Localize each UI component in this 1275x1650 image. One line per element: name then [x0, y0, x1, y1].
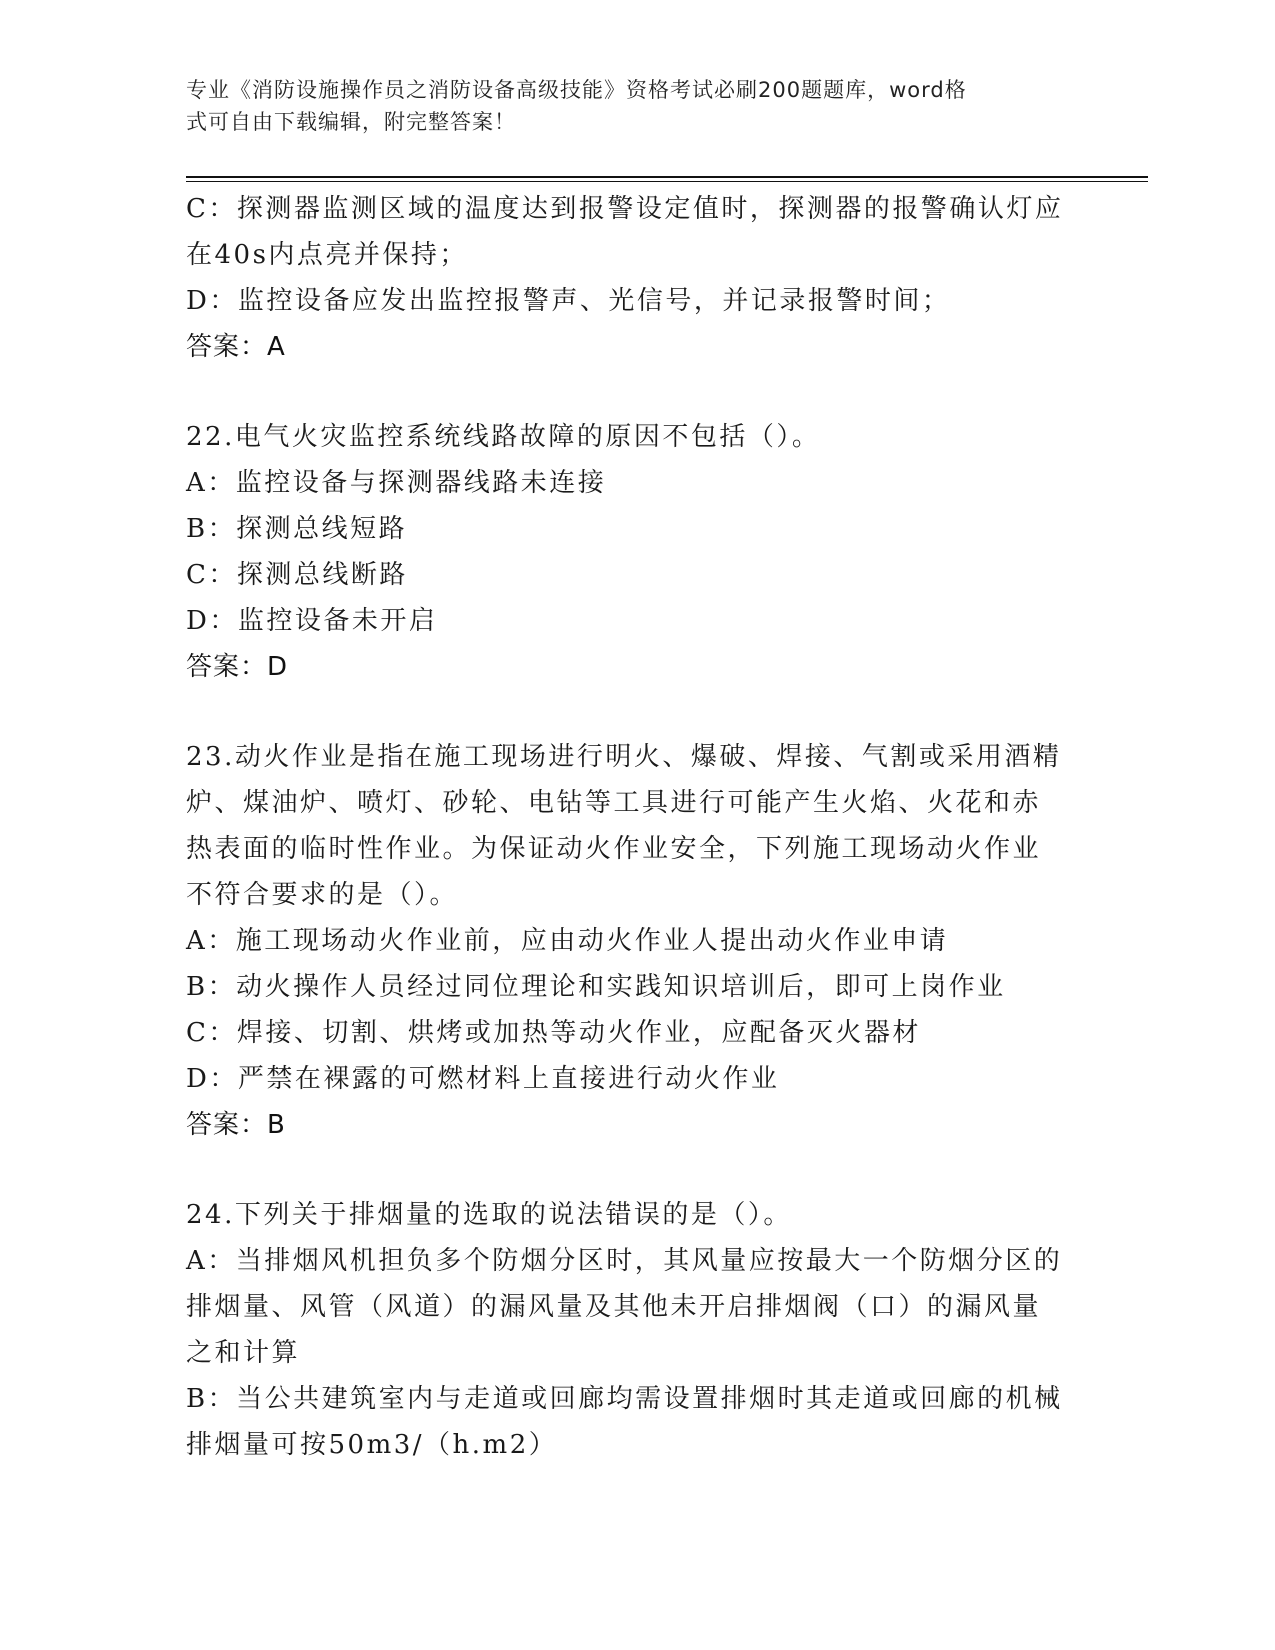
question-stem: 24.下列关于排烟量的选取的说法错误的是（）。	[186, 1200, 792, 1230]
option-a-line-1: A：当排烟风机担负多个防烟分区时，其风量应按最大一个防烟分区的	[186, 1246, 1063, 1276]
option-b: B：动火操作人员经过同位理论和实践知识培训后，即可上岗作业	[186, 972, 1006, 1002]
option-d: D：监控设备未开启	[186, 606, 438, 636]
option-c: C：探测总线断路	[186, 560, 408, 590]
option-a: A：施工现场动火作业前，应由动火作业人提出动火作业申请	[186, 926, 949, 956]
question-21-continued	[186, 186, 1076, 370]
page-header	[186, 74, 1066, 138]
question-stem-line-3: 热表面的临时性作业。为保证动火作业安全，下列施工现场动火作业	[186, 834, 1042, 864]
question-23	[186, 734, 1076, 1148]
question-content	[186, 186, 1076, 1468]
question-stem-line-2: 炉、煤油炉、喷灯、砂轮、电钻等工具进行可能产生火焰、火花和赤	[186, 788, 1042, 818]
header-title-line-1: 专业《消防设施操作员之消防设备高级技能》资格考试必刷200题题库，word格	[186, 78, 967, 102]
answer-21: 答案：A	[186, 332, 286, 362]
header-title-line-2: 式可自由下载编辑，附完整答案！	[186, 110, 516, 134]
question-stem-line-1: 23.动火作业是指在施工现场进行明火、爆破、焊接、气割或采用酒精	[186, 742, 1062, 772]
spacer	[186, 1148, 1076, 1192]
option-c-line-2: 在40s内点亮并保持；	[186, 240, 468, 270]
question-stem: 22.电气火灾监控系统线路故障的原因不包括（）。	[186, 422, 821, 452]
header-divider-thick	[186, 176, 1148, 178]
option-b: B：探测总线短路	[186, 514, 408, 544]
option-d: D：监控设备应发出监控报警声、光信号，并记录报警时间；	[186, 286, 951, 316]
option-a: A：监控设备与探测器线路未连接	[186, 468, 607, 498]
header-divider-thin	[186, 181, 1148, 182]
answer-23: 答案：B	[186, 1110, 286, 1140]
spacer	[186, 690, 1076, 734]
spacer	[186, 370, 1076, 414]
answer-22: 答案：D	[186, 652, 289, 682]
option-b-line-2: 排烟量可按50m3/（h.m2）	[186, 1430, 558, 1460]
option-a-line-2: 排烟量、风管（风道）的漏风量及其他未开启排烟阀（口）的漏风量	[186, 1292, 1042, 1322]
question-stem-line-4: 不符合要求的是（）。	[186, 880, 459, 910]
option-d: D：严禁在裸露的可燃材料上直接进行动火作业	[186, 1064, 780, 1094]
question-24	[186, 1192, 1076, 1468]
question-22	[186, 414, 1076, 690]
option-c: C：焊接、切割、烘烤或加热等动火作业，应配备灭火器材	[186, 1018, 921, 1048]
option-a-line-3: 之和计算	[186, 1338, 301, 1368]
option-b-line-1: B：当公共建筑室内与走道或回廊均需设置排烟时其走道或回廊的机械	[186, 1384, 1063, 1414]
option-c-line-1: C：探测器监测区域的温度达到报警设定值时，探测器的报警确认灯应	[186, 194, 1064, 224]
